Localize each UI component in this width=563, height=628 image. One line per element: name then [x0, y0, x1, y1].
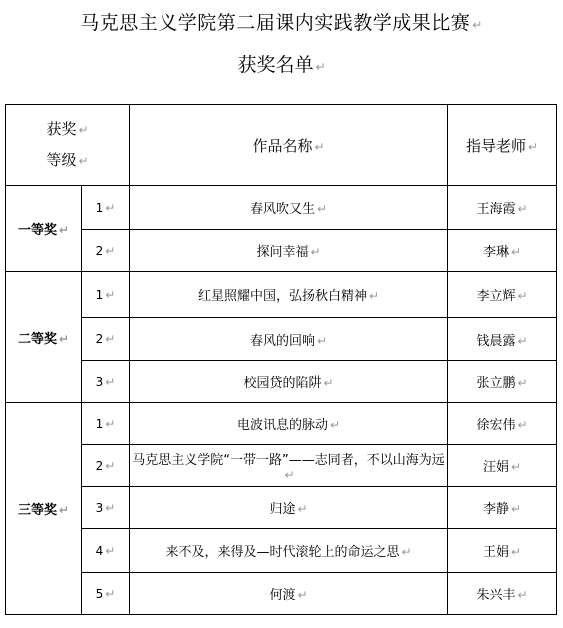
paragraph-mark: ↵ — [78, 154, 89, 168]
table-row — [6, 230, 557, 272]
teacher-name: 王海霞 — [476, 202, 516, 217]
work-title: 归途 — [269, 502, 296, 517]
paragraph-mark: ↵ — [472, 18, 483, 32]
number-text: 1 — [95, 416, 104, 431]
table-row — [6, 573, 557, 615]
paragraph-mark: ↵ — [314, 139, 325, 154]
grade-label: 一等奖 — [18, 223, 58, 238]
paragraph-mark: ↵ — [59, 223, 70, 237]
paragraph-mark: ↵ — [517, 588, 528, 602]
paragraph-mark: ↵ — [517, 202, 528, 216]
teacher-cell — [448, 445, 557, 487]
paragraph-mark: ↵ — [517, 418, 528, 432]
paragraph-mark: ↵ — [297, 588, 308, 602]
number-cell — [82, 186, 130, 230]
paragraph-mark: ↵ — [315, 60, 326, 74]
paragraph-mark: ↵ — [510, 545, 522, 559]
table-row — [6, 272, 557, 318]
paragraph-mark: ↵ — [59, 331, 70, 346]
number-text: 4 — [95, 543, 104, 558]
title-text: 马克思主义学院第二届课内实践教学成果比赛 — [80, 12, 471, 34]
table-row — [6, 186, 557, 230]
work-title: 红星照耀中国，弘扬秋白精神 — [197, 289, 367, 304]
paragraph-mark: ↵ — [329, 418, 341, 432]
number-text: 2 — [95, 243, 104, 258]
paragraph-mark: ↵ — [297, 502, 308, 516]
teacher-name: 汪娟 — [482, 460, 509, 475]
header-work-text: 作品名称 — [252, 136, 313, 155]
paragraph-mark: ↵ — [510, 245, 522, 259]
work-cell — [130, 361, 448, 403]
number-cell — [82, 529, 130, 573]
paragraph-mark: ↵ — [105, 586, 116, 601]
paragraph-mark: ↵ — [105, 287, 116, 302]
page-subtitle — [0, 50, 563, 77]
work-title: 来不及，来得及—时代滚轮上的命运之思 — [165, 545, 400, 560]
paragraph-mark: ↵ — [105, 243, 116, 258]
table-header-row — [6, 105, 557, 186]
teacher-name: 朱兴丰 — [476, 588, 516, 603]
number-text: 3 — [95, 374, 104, 389]
header-level — [6, 105, 130, 186]
number-text: 3 — [95, 500, 104, 515]
paragraph-mark: ↵ — [368, 289, 380, 303]
teacher-cell — [448, 361, 557, 403]
work-title: 春风吹又生 — [249, 202, 315, 217]
work-cell — [130, 272, 448, 318]
work-cell — [130, 230, 448, 272]
work-title: 电波讯息的脉动 — [236, 418, 328, 433]
table-row — [6, 361, 557, 403]
paragraph-mark: ↵ — [59, 503, 70, 517]
paragraph-mark: ↵ — [105, 332, 116, 346]
header-level-line1: 获奖 — [46, 120, 77, 138]
teacher-name: 李静 — [482, 502, 509, 517]
page-title — [0, 8, 563, 35]
teacher-cell — [448, 529, 557, 573]
work-cell — [130, 403, 448, 445]
teacher-name: 张立鹏 — [476, 376, 516, 391]
paragraph-mark: ↵ — [517, 333, 528, 348]
header-work — [130, 105, 448, 186]
grade-cell — [6, 186, 82, 272]
grade-cell — [6, 272, 82, 403]
grade-cell — [6, 403, 82, 615]
teacher-cell — [448, 230, 557, 272]
paragraph-mark: ↵ — [401, 545, 412, 559]
paragraph-mark: ↵ — [105, 500, 116, 515]
teacher-name: 王娟 — [482, 545, 509, 560]
number-text: 2 — [95, 332, 104, 346]
teacher-name: 李琳 — [482, 245, 509, 260]
table-row — [6, 445, 557, 487]
paragraph-mark: ↵ — [284, 467, 295, 482]
number-cell — [82, 230, 130, 272]
paragraph-mark: ↵ — [105, 543, 116, 558]
paragraph-mark: ↵ — [105, 416, 116, 431]
paragraph-mark: ↵ — [105, 458, 116, 473]
number-cell — [82, 445, 130, 487]
teacher-cell — [448, 403, 557, 445]
paragraph-mark: ↵ — [316, 333, 328, 348]
paragraph-mark: ↵ — [517, 289, 528, 303]
number-text: 2 — [95, 458, 104, 473]
work-cell — [130, 487, 448, 529]
teacher-cell — [448, 573, 557, 615]
number-cell — [82, 272, 130, 318]
teacher-name: 徐宏伟 — [476, 418, 516, 433]
work-title: 何渡 — [269, 588, 296, 603]
grade-label: 二等奖 — [18, 331, 58, 347]
teacher-cell — [448, 272, 557, 318]
teacher-cell — [448, 487, 557, 529]
paragraph-mark: ↵ — [510, 502, 522, 516]
teacher-name: 钱晨露 — [476, 333, 516, 349]
work-title: 校园贷的陷阱 — [243, 376, 322, 391]
work-cell — [130, 573, 448, 615]
teacher-cell — [448, 186, 557, 230]
grade-label: 三等奖 — [18, 503, 58, 518]
paragraph-mark: ↵ — [316, 202, 328, 216]
number-cell — [82, 487, 130, 529]
number-text: 5 — [95, 586, 104, 601]
paragraph-mark: ↵ — [78, 123, 89, 137]
table-row — [6, 529, 557, 573]
subtitle-text: 获奖名单 — [237, 54, 314, 76]
table-row — [6, 487, 557, 529]
paragraph-mark: ↵ — [323, 376, 334, 390]
teacher-name: 李立辉 — [476, 289, 516, 304]
work-cell — [130, 529, 448, 573]
paragraph-mark: ↵ — [310, 245, 321, 259]
number-cell — [82, 573, 130, 615]
work-cell — [130, 445, 448, 487]
number-text: 1 — [95, 200, 104, 215]
header-level-line2: 等级 — [46, 151, 77, 169]
paragraph-mark: ↵ — [105, 374, 116, 389]
award-table — [5, 104, 557, 615]
work-title: 马克思主义学院“一带一路”——志同者，不以山海为远 — [132, 452, 445, 468]
work-title: 春风的回响 — [249, 333, 315, 349]
paragraph-mark: ↵ — [517, 376, 528, 390]
work-cell — [130, 186, 448, 230]
table-row — [6, 318, 557, 361]
number-cell — [82, 403, 130, 445]
paragraph-mark: ↵ — [527, 139, 539, 154]
paragraph-mark: ↵ — [510, 460, 522, 474]
header-teacher-text: 指导老师 — [465, 136, 526, 155]
number-text: 1 — [95, 287, 104, 302]
work-title: 探问幸福 — [256, 245, 309, 260]
work-cell — [130, 318, 448, 361]
header-teacher — [448, 105, 557, 186]
teacher-cell — [448, 318, 557, 361]
paragraph-mark: ↵ — [105, 200, 116, 215]
number-cell — [82, 318, 130, 361]
table-row — [6, 403, 557, 445]
number-cell — [82, 361, 130, 403]
